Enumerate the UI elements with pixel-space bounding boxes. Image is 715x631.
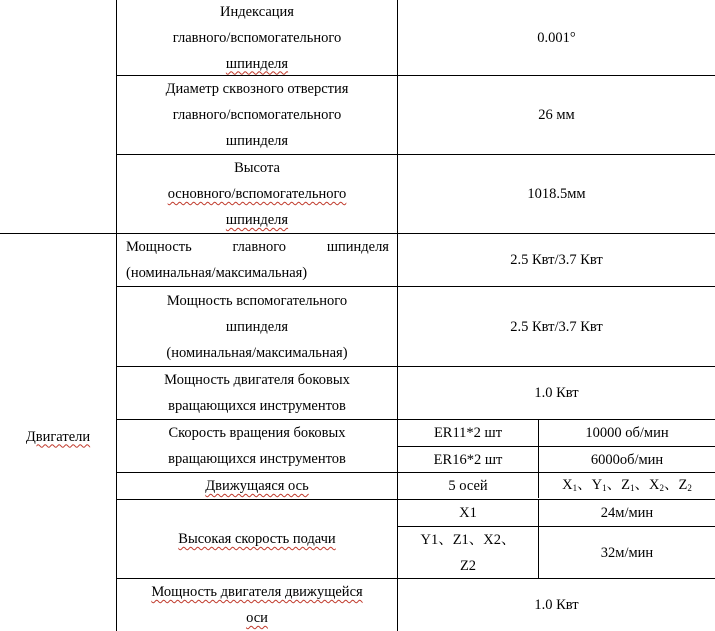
aux-power-value: 2.5 Квт/3.7 Квт	[510, 318, 603, 335]
side-tool-speed-label-line1: Скорость вращения боковых	[168, 425, 346, 441]
feed-x1-label: X1	[459, 505, 477, 521]
side-tool-power-label-line1: Мощность двигателя боковых	[164, 372, 350, 388]
moving-axis-power-label-line1: Мощность двигателя движущейся	[151, 584, 363, 600]
aux-power-label-line3: (номинальная/максимальная)	[166, 344, 348, 361]
moving-axis-power-label-line2: оси	[246, 610, 268, 626]
er11-value: 10000 об/мин	[585, 425, 669, 441]
aux-power-label-line2: шпинделя	[225, 318, 289, 335]
feed-x1-value: 24м/мин	[600, 505, 654, 521]
height-label-line1: Высота	[234, 160, 280, 176]
moving-axis-label-text: Движущаяся ось	[205, 478, 309, 494]
moving-axis-count: 5 осей	[448, 478, 488, 494]
height-value: 1018.5мм	[527, 186, 586, 202]
axis-y1: Y	[591, 476, 603, 493]
axis-y1-sub: 1	[602, 482, 607, 493]
axis-sep: 、	[634, 476, 649, 493]
axis-list	[562, 472, 692, 501]
indexing-value: 0.001°	[537, 29, 576, 46]
main-power-word2: главного	[232, 239, 287, 255]
main-power-word1: Мощность	[126, 239, 192, 255]
side-tool-speed-label	[117, 420, 397, 472]
feed-label	[117, 500, 397, 578]
side-tool-power-label	[117, 367, 397, 419]
axis-x1-sub: 1	[572, 482, 578, 493]
group-motors-label	[0, 234, 116, 631]
bore-value: 26 мм	[538, 107, 575, 123]
side-tool-speed-label-line2: вращающихся инструментов	[168, 451, 346, 467]
feed-other-value: 32м/мин	[600, 544, 654, 561]
feed-label-text: Высокая скорость подачи	[178, 531, 336, 547]
axis-x2: X	[648, 476, 660, 493]
er16-value: 6000об/мин	[590, 451, 664, 468]
indexing-label-line3: шпинделя	[225, 55, 289, 72]
axis-x2-sub: 2	[659, 482, 664, 493]
bore-label	[117, 76, 397, 154]
group-motors-text: Двигатели	[25, 428, 91, 445]
axis-z1: Z	[621, 476, 630, 493]
axis-sep: 、	[577, 476, 592, 493]
main-power-label	[117, 234, 397, 286]
bore-label-line2: главного/вспомогательного	[172, 107, 342, 123]
bore-label-line3: шпинделя	[225, 133, 289, 149]
indexing-label-line2: главного/вспомогательного	[172, 29, 342, 46]
er16-label: ER16*2 шт	[433, 451, 503, 468]
moving-axis-label	[117, 473, 397, 499]
er11-label: ER11*2 шт	[433, 425, 503, 441]
main-power-label-line2: (номинальная/максимальная)	[126, 265, 308, 281]
main-power-value: 2.5 Квт/3.7 Квт	[510, 252, 603, 268]
axis-sep: 、	[663, 476, 679, 493]
height-label-line2: основного/вспомогательного	[167, 186, 347, 202]
height-label-line3: шпинделя	[225, 212, 289, 228]
feed-other-label-line2: Z2	[459, 557, 477, 574]
axis-x1: X	[562, 476, 573, 493]
feed-other-label-line1: Y1、Z1、X2、	[420, 531, 516, 548]
moving-axis-power-label	[117, 579, 397, 631]
indexing-label	[117, 0, 397, 75]
side-tool-power-label-line2: вращающихся инструментов	[168, 398, 346, 414]
aux-power-label	[117, 287, 397, 366]
axis-z2-sub: 2	[687, 482, 692, 493]
bore-label-line1: Диаметр сквозного отверстия	[165, 81, 349, 97]
aux-power-label-line1: Мощность вспомогательного	[166, 292, 348, 309]
indexing-label-line1: Индексация	[220, 3, 294, 20]
axis-sep: 、	[606, 476, 622, 493]
feed-other-label	[398, 527, 538, 578]
axis-z2: Z	[678, 476, 688, 493]
axis-z1-sub: 1	[629, 482, 635, 493]
main-power-word3: шпинделя	[326, 239, 389, 255]
moving-axis-power-value: 1.0 Квт	[534, 597, 579, 613]
side-tool-power-value: 1.0 Квт	[534, 385, 579, 401]
moving-axis-list	[539, 473, 715, 499]
height-label	[117, 155, 397, 233]
